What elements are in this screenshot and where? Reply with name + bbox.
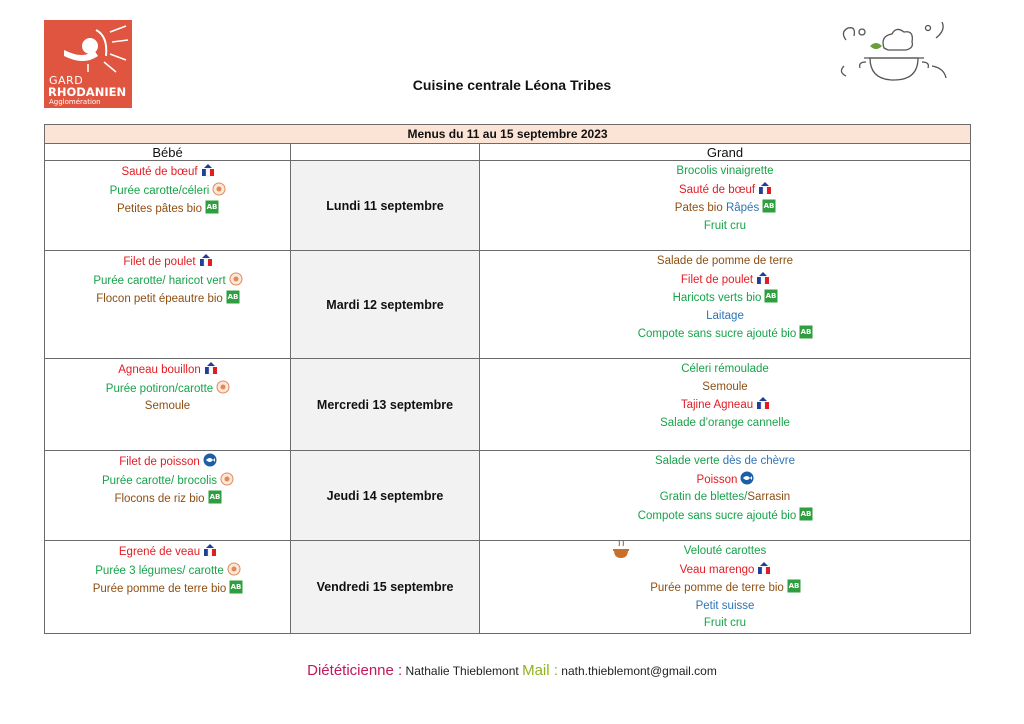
organic-ab-icon [787,579,800,592]
menu-item [480,396,970,415]
french-origin-icon [756,271,769,284]
menu-item-text: Flocons de riz bio [114,493,205,505]
day-label: Mercredi 13 septembre [291,359,480,451]
organic-ab-icon [226,290,239,303]
menu-item [480,453,970,471]
organic-ab-icon [208,490,221,503]
menu-item-text: Purée pomme de terre bio [92,583,227,595]
menu-item [480,615,970,633]
menu-item [480,308,970,326]
menu-item [480,543,970,561]
day-label: Mardi 12 septembre [291,251,480,359]
column-header-day [291,144,480,161]
menu-item [480,561,970,580]
menu-item-text-extra: dès de chèvre [722,455,796,467]
grand-menu-cell [480,359,971,451]
organic-ab-icon [762,199,775,212]
day-label: Vendredi 15 septembre [291,541,480,634]
day-row [45,251,971,359]
dietitian-label: Diététicienne : [307,662,403,679]
menu-item [480,598,970,616]
french-origin-icon [756,396,769,409]
menu-item-text-extra: Sarrasin [747,491,791,503]
organic-ab-icon [229,580,242,593]
homemade-icon [212,182,225,195]
homemade-icon [227,562,240,575]
menu-item-text: Poisson [696,473,738,486]
menu-item-text: Haricots verts bio [672,292,762,304]
menu-item [45,380,290,399]
svg-text:AB: AB [209,493,220,501]
column-header-grand: Grand [480,144,971,161]
french-origin-icon [203,543,216,556]
homemade-icon [220,472,233,485]
french-origin-icon [201,163,214,176]
bebe-menu-cell [45,359,291,451]
column-header-bebe: Bébé [45,144,291,161]
menu-item [480,325,970,344]
menu-item-text: Fruit cru [703,219,747,232]
bebe-menu-cell [45,251,291,359]
svg-text:AB: AB [227,293,239,301]
menu-item-text: Salade d’orange cannelle [660,416,790,429]
cooking-pot-illustration [836,18,952,84]
menu-item-text: Velouté carottes [683,545,767,557]
menu-item-text: Brocolis vinaigrette [676,165,774,177]
menu-item [480,361,970,379]
menu-item-text: Purée 3 légumes/ carotte [95,564,224,577]
menu-item [45,290,290,309]
footer [0,662,1024,679]
menu-item [480,507,970,526]
svg-text:AB: AB [800,509,812,518]
day-row [45,451,971,541]
menu-item-text: Salade de pomme de terre [656,255,794,267]
menu-item-text: Sauté de bœuf [121,166,198,178]
grand-menu-cell [480,251,971,359]
menu-item [45,580,290,599]
grand-menu-cell [480,161,971,251]
grand-menu-cell [480,541,971,634]
gard-rhodanien-logo [44,20,132,108]
menu-item [480,471,970,490]
menu-item [45,163,290,182]
svg-text:AB: AB [206,203,218,211]
bebe-menu-cell [45,541,291,634]
menu-item-text: Salade verte [654,455,720,467]
homemade-icon [216,380,229,393]
menu-item-text: Purée carotte/céleri [109,184,210,197]
bebe-menu-cell [45,451,291,541]
menu-item-text: Laitage [706,309,744,322]
soup-bowl-icon [611,541,631,561]
menu-item-text-extra: Râpés [725,202,760,214]
svg-text:AB: AB [230,583,242,591]
menu-item [45,490,290,509]
menu-item [480,289,970,308]
organic-ab-icon [205,200,218,213]
menu-item [45,453,290,472]
grand-menu-cell [480,451,971,541]
menu-item-text: Céleri rémoulade [681,363,769,375]
day-row [45,541,971,634]
menu-item [45,472,290,491]
menu-item-text: Petit suisse [695,599,755,612]
menu-item-text: Veau marengo [679,563,755,576]
menu-item-text: Gratin de blettes/ [659,491,748,503]
menu-item-text: Filet de poulet [123,256,196,268]
menu-item-text: Fruit cru [703,617,747,629]
dietitian-email: nath.thieblemont@gmail.com [561,664,717,678]
bebe-menu-cell [45,161,291,251]
menu-item [45,543,290,562]
menu-item-text: Purée pomme de terre bio [650,582,784,594]
menu-item [45,562,290,581]
menu-item [45,361,290,380]
menu-item-text: Purée carotte/ haricot vert [93,274,226,287]
dietitian-name: Nathalie Thieblemont [405,664,519,678]
menu-item [480,253,970,271]
menu-item-text: Purée carotte/ brocolis [101,474,218,487]
menu-item-text: Semoule [144,400,191,412]
menu-item-text: Tajine Agneau [680,399,754,411]
french-origin-icon [204,361,217,374]
menu-item [45,200,290,219]
menu-item [45,398,290,416]
msc-fish-icon [740,471,753,484]
menu-item [45,272,290,291]
menu-week-header: Menus du 11 au 15 septembre 2023 [45,125,971,144]
menu-item [480,163,970,181]
menu-item-text: Semoule [702,380,748,393]
mail-label: Mail : [522,662,558,679]
menu-item-text: Sauté de bœuf [678,183,756,196]
organic-ab-icon [799,325,812,338]
menu-item-text: Pates bio [674,202,723,214]
day-label: Lundi 11 septembre [291,161,480,251]
menu-item-text: Filet de poisson [119,456,200,468]
menu-item [480,271,970,290]
organic-ab-icon [799,507,812,520]
menu-item [480,579,970,598]
menu-item [45,182,290,201]
french-origin-icon [758,181,771,194]
menu-item [480,218,970,236]
menu-header-row [45,125,971,144]
svg-text:AB: AB [800,328,812,336]
homemade-icon [229,272,242,285]
svg-text:AB: AB [788,582,800,590]
menu-item-text: Purée potiron/carotte [105,382,214,395]
menu-item-text: Petites pâtes bio [116,203,203,215]
svg-text:AB: AB [766,292,777,300]
menu-item [480,489,970,507]
menu-table [44,124,971,634]
logo-line-2: RHODANIEN [48,85,127,99]
menu-item [480,181,970,200]
logo-line-1: GARD [49,74,84,87]
day-row [45,161,971,251]
menu-item [480,199,970,218]
menu-item-text: Compote sans sucre ajouté bio [637,509,797,522]
day-label: Jeudi 14 septembre [291,451,480,541]
document-title: Cuisine centrale Léona Tribes [412,77,612,93]
column-header-row [45,144,971,161]
french-origin-icon [757,561,770,574]
organic-ab-icon [764,289,777,302]
menu-item-text: Compote sans sucre ajouté bio [637,328,797,340]
menu-item-text: Flocon petit épeautre bio [96,293,223,305]
menu-item-text: Egrené de veau [118,546,201,558]
menu-item-text: Filet de poulet [680,273,754,286]
menu-item [480,415,970,433]
logo-line-3: Agglomération [49,98,101,106]
day-row [45,359,971,451]
msc-fish-icon [203,453,216,466]
menu-item [480,379,970,397]
menu-item-text: Agneau bouillon [118,364,201,376]
french-origin-icon [199,253,212,266]
menu-item [45,253,290,272]
svg-text:AB: AB [763,202,775,210]
